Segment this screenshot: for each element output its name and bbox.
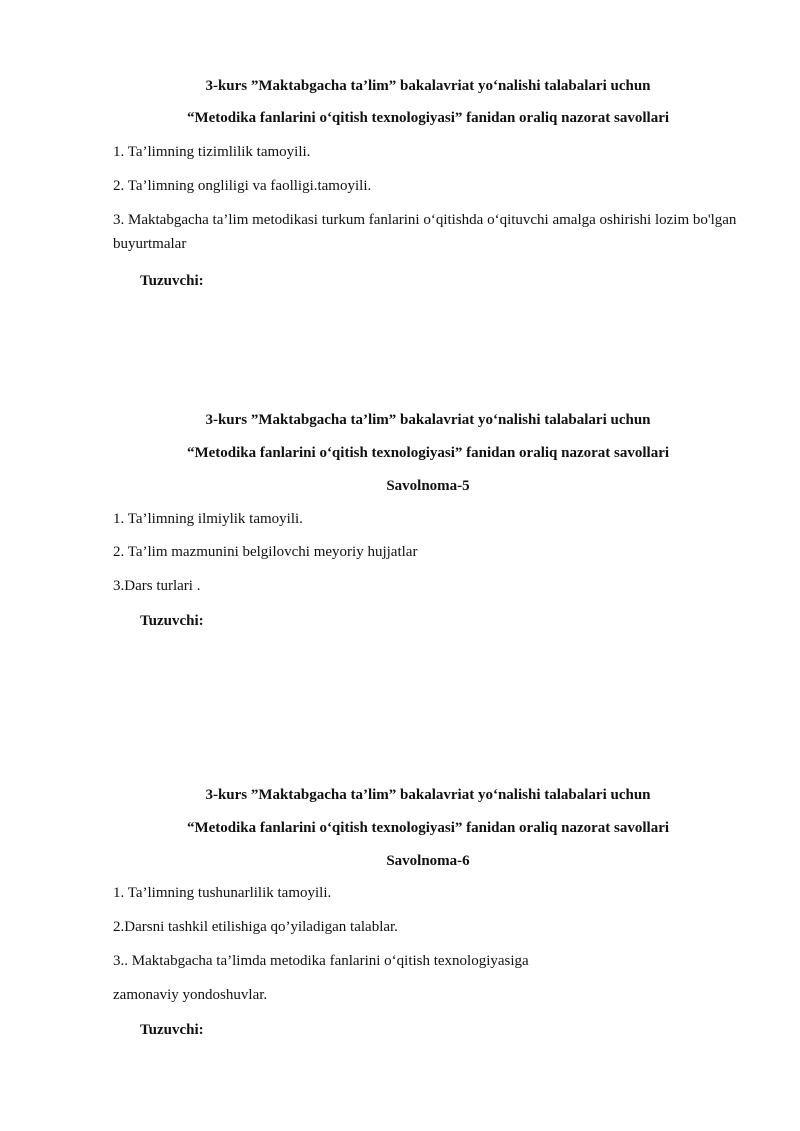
question-item: 3. Maktabgacha ta’lim metodikasi turkum fanlarini o‘qitishda o‘qituvchi amalga oshirishi lozim bo'lgan buyurtmalar [113, 212, 737, 252]
variant-title: Savolnoma-6 [386, 853, 470, 869]
sheet-heading-line2: “Metodika fanlarini o‘qitish texnologiyasi” fanidan oraliq nazorat savollari [186, 445, 670, 461]
question-item: 3.Dars turlari . [113, 578, 201, 594]
sheet-heading-line2: “Metodika fanlarini o‘qitish texnologiyasi” fanidan oraliq nazorat savollari [186, 820, 670, 836]
question-item-continued: zamonaviy yondoshuvlar. [113, 987, 268, 1003]
signer-label: Tuzuvchi: [140, 273, 204, 289]
signer-label: Tuzuvchi: [140, 1022, 204, 1038]
question-item: 3.. Maktabgacha ta’limda metodika fanlarini o‘qitish texnologiyasiga [113, 953, 529, 969]
question-item: 2.Darsni tashkil etilishiga qo’yiladigan talablar. [113, 919, 398, 935]
question-item: 1. Ta’limning tushunarlilik tamoyili. [113, 885, 332, 901]
question-item: 1. Ta’limning ilmiylik tamoyili. [113, 511, 303, 527]
signer-label: Tuzuvchi: [140, 613, 204, 629]
question-item: 1. Ta’limning tizimlilik tamoyili. [113, 144, 311, 160]
question-item: 2. Ta’lim mazmunini belgilovchi meyoriy hujjatlar [113, 544, 418, 560]
sheet-heading-line2: “Metodika fanlarini o‘qitish texnologiyasi” fanidan oraliq nazorat savollari [186, 110, 670, 126]
sheet-heading-line1: 3-kurs ”Maktabgacha ta’lim” bakalavriat yo‘nalishi talabalari uchun [205, 78, 651, 94]
sheet-heading-line1: 3-kurs ”Maktabgacha ta’lim” bakalavriat yo‘nalishi talabalari uchun [205, 787, 651, 803]
sheet-heading-line1: 3-kurs ”Maktabgacha ta’lim” bakalavriat yo‘nalishi talabalari uchun [205, 412, 651, 428]
variant-title: Savolnoma-5 [386, 478, 470, 494]
question-item: 2. Ta’limning ongliligi va faolligi.tamoyili. [113, 178, 372, 194]
